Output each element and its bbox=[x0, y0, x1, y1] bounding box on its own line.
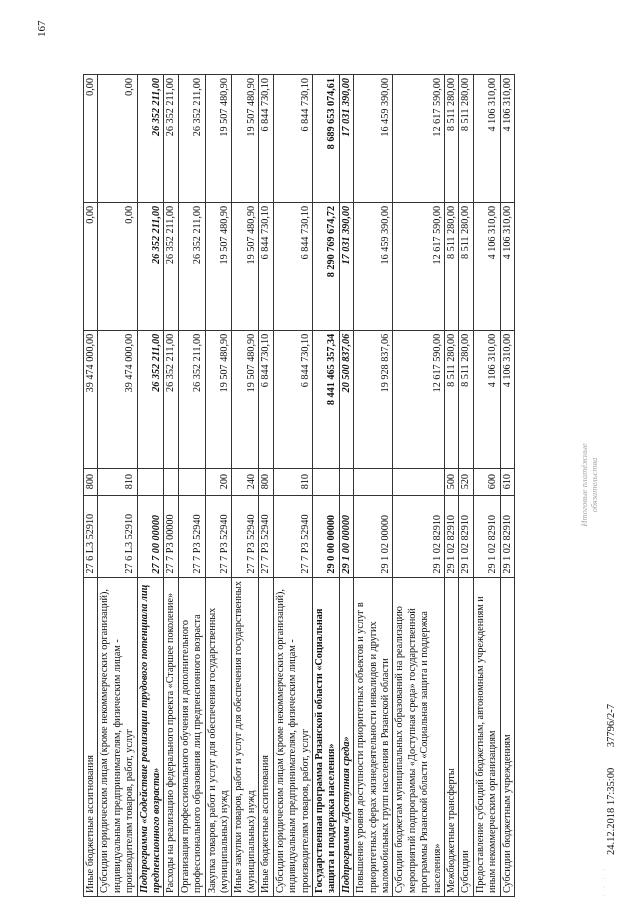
row-amount-2020: 4 106 310,00 bbox=[500, 202, 514, 330]
row-amount-2021: 6 844 730,10 bbox=[259, 75, 273, 203]
row-target-code: 27 6 L3 52910 bbox=[84, 495, 98, 577]
row-amount-2019: 20 500 837,06 bbox=[339, 330, 353, 468]
row-name: Иные бюджетные ассигнования bbox=[259, 577, 273, 896]
row-expense-type: 810 bbox=[273, 468, 312, 495]
row-name: Иные закупки товаров, работ и услуг для обеспечения государственных (муниципальных) нужд bbox=[232, 577, 259, 896]
row-name: Организация профессионального обучения и дополнительного профессионального образования лиц предпенсионного возраста bbox=[178, 577, 205, 896]
row-name: Субсидии bbox=[459, 577, 473, 896]
row-expense-type: 610 bbox=[500, 468, 514, 495]
row-amount-2019: 4 106 310,00 bbox=[473, 330, 500, 468]
row-expense-type bbox=[312, 468, 339, 495]
row-amount-2021: 26 352 211,00 bbox=[178, 75, 205, 203]
row-expense-type: 800 bbox=[84, 468, 98, 495]
row-name: Повышение уровня доступности приоритетных объектов и услуг в приоритетных сферах жизнедеятельности инвалидов и других маломобильных групп населения в Рязанской области bbox=[354, 577, 393, 896]
row-name: Субсидии бюджетам муниципальных образований на реализацию мероприятий подпрограммы «Доступная среда» государственной программы Рязанской области «Социальная защита и поддержка населения» bbox=[393, 577, 445, 896]
row-amount-2021: 0,00 bbox=[98, 75, 137, 203]
row-target-code: 27 7 00 00000 bbox=[137, 495, 164, 577]
row-amount-2020: 26 352 211,00 bbox=[178, 202, 205, 330]
row-amount-2020: 8 511 280,00 bbox=[444, 202, 458, 330]
row-target-code: 27 6 L3 52910 bbox=[98, 495, 137, 577]
row-amount-2020: 26 352 211,00 bbox=[137, 202, 164, 330]
table-row bbox=[312, 75, 339, 897]
row-amount-2020: 16 459 390,00 bbox=[354, 202, 393, 330]
footer-doc-code: 37796/2-7 bbox=[606, 703, 617, 748]
row-name: Предоставление субсидий бюджетным, автономным учреждениям и иным некоммерческим организациям bbox=[473, 577, 500, 896]
table-row bbox=[354, 75, 393, 897]
row-amount-2020: 19 507 480,90 bbox=[232, 202, 259, 330]
table-row bbox=[259, 75, 273, 897]
table-row bbox=[98, 75, 137, 897]
row-name: Расходы на реализацию федерального проекта «Старшее поколение» bbox=[164, 577, 178, 896]
row-target-code: 27 7 P3 52940 bbox=[273, 495, 312, 577]
row-amount-2021: 19 507 480,90 bbox=[205, 75, 232, 203]
row-amount-2021: 6 844 730,10 bbox=[273, 75, 312, 203]
row-expense-type: 600 bbox=[473, 468, 500, 495]
table-row bbox=[84, 75, 98, 897]
table-row bbox=[459, 75, 473, 897]
table-row bbox=[205, 75, 232, 897]
row-target-code: 29 1 02 82910 bbox=[459, 495, 473, 577]
row-expense-type bbox=[393, 468, 445, 495]
budget-table bbox=[83, 74, 515, 897]
row-name: Субсидии юридическим лицам (кроме некоммерческих организаций), индивидуальным предпринимателям, физическим лицам - производителям товаров, работ, услуг bbox=[98, 577, 137, 896]
row-name: Закупка товаров, работ и услуг для обеспечения государственных (муниципальных) нужд bbox=[205, 577, 232, 896]
table-row bbox=[473, 75, 500, 897]
row-name: Подпрограмма «Содействие реализации трудового потенциала лиц предпенсионного возраста» bbox=[137, 577, 164, 896]
table-row bbox=[393, 75, 445, 897]
row-expense-type: 200 bbox=[205, 468, 232, 495]
table-row bbox=[273, 75, 312, 897]
table-row bbox=[164, 75, 178, 897]
row-expense-type bbox=[164, 468, 178, 495]
row-amount-2019: 6 844 730,10 bbox=[273, 330, 312, 468]
table-row bbox=[232, 75, 259, 897]
row-amount-2020: 6 844 730,10 bbox=[273, 202, 312, 330]
row-expense-type bbox=[178, 468, 205, 495]
row-target-code: 29 1 02 82910 bbox=[500, 495, 514, 577]
row-amount-2021: 19 507 480,90 bbox=[232, 75, 259, 203]
row-expense-type bbox=[137, 468, 164, 495]
row-amount-2019: 39 474 000,00 bbox=[84, 330, 98, 468]
row-amount-2019: 8 511 280,00 bbox=[459, 330, 473, 468]
row-amount-2019: 12 617 590,00 bbox=[393, 330, 445, 468]
row-amount-2020: 19 507 480,90 bbox=[205, 202, 232, 330]
scan-specks: · · · · bbox=[600, 866, 609, 897]
row-target-code: 29 1 00 00000 bbox=[339, 495, 353, 577]
row-name: Межбюджетные трансферты bbox=[444, 577, 458, 896]
row-target-code: 27 7 P3 52940 bbox=[205, 495, 232, 577]
row-amount-2020: 12 617 590,00 bbox=[393, 202, 445, 330]
row-amount-2021: 26 352 211,00 bbox=[164, 75, 178, 203]
row-expense-type bbox=[354, 468, 393, 495]
table-row bbox=[137, 75, 164, 897]
row-amount-2019: 26 352 211,00 bbox=[178, 330, 205, 468]
row-amount-2020: 26 352 211,00 bbox=[164, 202, 178, 330]
table-row bbox=[444, 75, 458, 897]
row-amount-2021: 17 031 390,00 bbox=[339, 75, 353, 203]
row-amount-2020: 8 511 280,00 bbox=[459, 202, 473, 330]
row-target-code: 27 7 P3 52940 bbox=[232, 495, 259, 577]
row-name: Субсидии бюджетным учреждениям bbox=[500, 577, 514, 896]
row-target-code: 29 0 00 00000 bbox=[312, 495, 339, 577]
row-expense-type: 800 bbox=[259, 468, 273, 495]
row-amount-2021: 8 511 280,00 bbox=[459, 75, 473, 203]
row-amount-2020: 8 290 769 674,72 bbox=[312, 202, 339, 330]
row-amount-2019: 8 511 280,00 bbox=[444, 330, 458, 468]
row-amount-2020: 4 106 310,00 bbox=[473, 202, 500, 330]
row-target-code: 29 1 02 00000 bbox=[354, 495, 393, 577]
row-target-code: 27 7 P3 00000 bbox=[164, 495, 178, 577]
row-target-code: 29 1 02 82910 bbox=[444, 495, 458, 577]
budget-table-body bbox=[84, 75, 515, 897]
table-row bbox=[339, 75, 353, 897]
row-amount-2021: 0,00 bbox=[84, 75, 98, 203]
faint-stamp-text: Итоговые платёжные обязательства bbox=[579, 443, 599, 527]
footer bbox=[606, 686, 617, 855]
row-amount-2021: 4 106 310,00 bbox=[473, 75, 500, 203]
row-amount-2020: 17 031 390,00 bbox=[339, 202, 353, 330]
row-target-code: 27 7 P3 52940 bbox=[259, 495, 273, 577]
row-expense-type: 240 bbox=[232, 468, 259, 495]
row-amount-2019: 19 928 837,06 bbox=[354, 330, 393, 468]
row-amount-2020: 0,00 bbox=[98, 202, 137, 330]
row-target-code: 29 1 02 82910 bbox=[473, 495, 500, 577]
row-expense-type bbox=[339, 468, 353, 495]
row-amount-2019: 19 507 480,90 bbox=[205, 330, 232, 468]
row-expense-type: 500 bbox=[444, 468, 458, 495]
row-target-code: 27 7 P3 52940 bbox=[178, 495, 205, 577]
page-number: 167 bbox=[36, 20, 48, 37]
row-amount-2020: 0,00 bbox=[84, 202, 98, 330]
row-name: Субсидии юридическим лицам (кроме некоммерческих организаций), индивидуальным предпринимателям, физическим лицам - производителям товаров, работ, услуг bbox=[273, 577, 312, 896]
row-amount-2021: 4 106 310,00 bbox=[500, 75, 514, 203]
row-amount-2019: 26 352 211,00 bbox=[164, 330, 178, 468]
row-amount-2021: 16 459 390,00 bbox=[354, 75, 393, 203]
row-amount-2019: 8 441 465 357,34 bbox=[312, 330, 339, 468]
row-amount-2019: 26 352 211,00 bbox=[137, 330, 164, 468]
row-amount-2021: 8 689 653 074,61 bbox=[312, 75, 339, 203]
row-amount-2019: 19 507 480,90 bbox=[232, 330, 259, 468]
table-row bbox=[500, 75, 514, 897]
footer-datetime: 24.12.2018 17:35:00 bbox=[606, 767, 617, 855]
row-amount-2021: 26 352 211,00 bbox=[137, 75, 164, 203]
row-amount-2019: 39 474 000,00 bbox=[98, 330, 137, 468]
row-target-code: 29 1 02 82910 bbox=[393, 495, 445, 577]
row-amount-2021: 8 511 280,00 bbox=[444, 75, 458, 203]
row-amount-2021: 12 617 590,00 bbox=[393, 75, 445, 203]
row-name: Государственная программа Рязанской области «Социальная защита и поддержка населения» bbox=[312, 577, 339, 896]
row-expense-type: 520 bbox=[459, 468, 473, 495]
row-expense-type: 810 bbox=[98, 468, 137, 495]
row-name: Подпрограмма «Доступная среда» bbox=[339, 577, 353, 896]
row-amount-2019: 4 106 310,00 bbox=[500, 330, 514, 468]
row-name: Иные бюджетные ассигнования bbox=[84, 577, 98, 896]
row-amount-2019: 6 844 730,10 bbox=[259, 330, 273, 468]
row-amount-2020: 6 844 730,10 bbox=[259, 202, 273, 330]
table-row bbox=[178, 75, 205, 897]
